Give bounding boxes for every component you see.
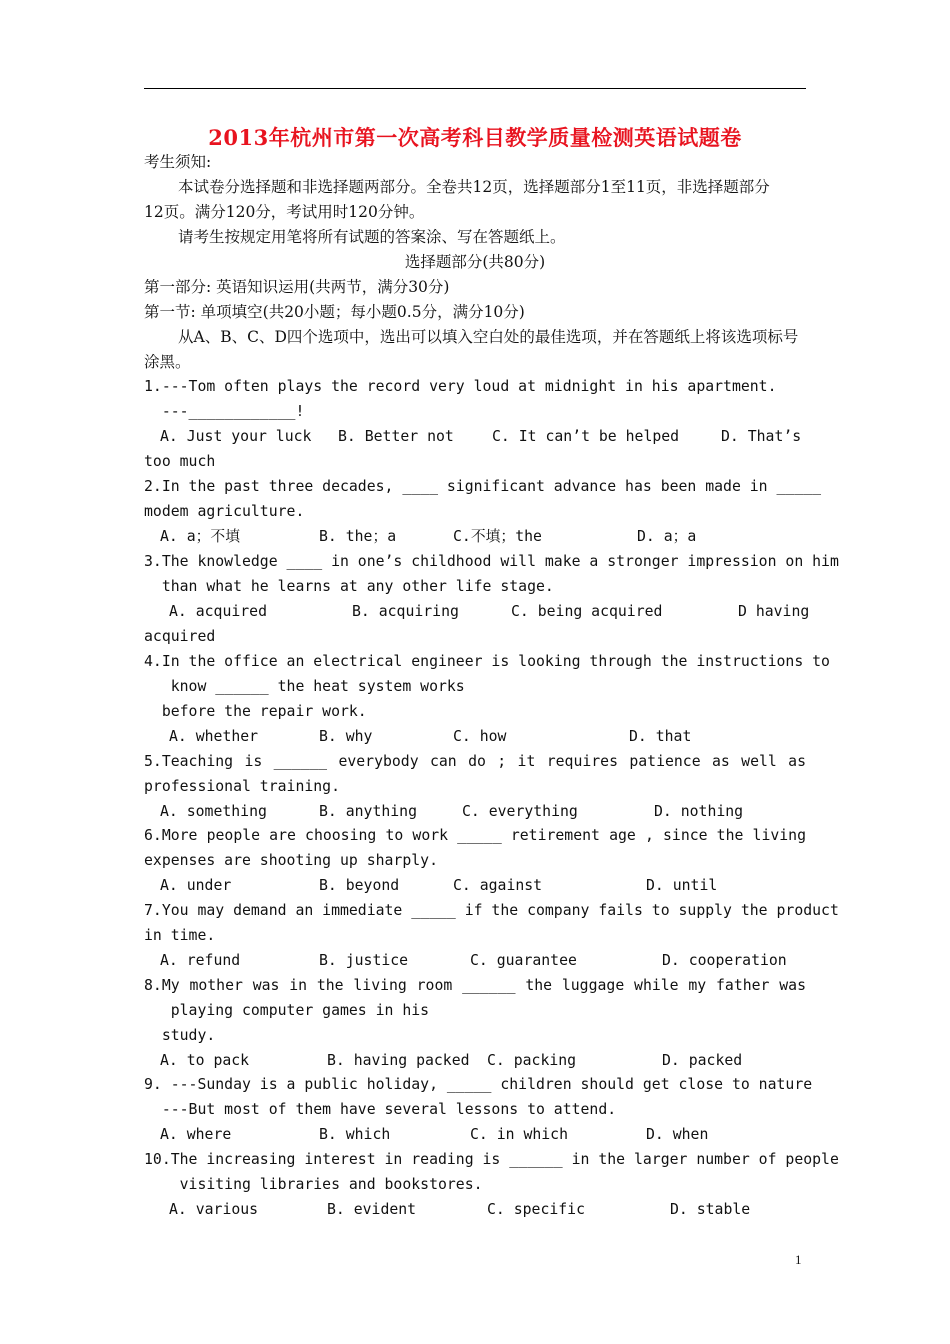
page-number: 1 (795, 1252, 802, 1267)
q9-option-a: A. where (160, 1126, 232, 1143)
q9-option-b: B. which (319, 1126, 391, 1143)
q6-option-a: A. under (160, 877, 232, 894)
q1-option-d: D. That’s (721, 428, 802, 445)
question-7-line-1: 7.You may demand an immediate _____ if the company fails to supply the product (144, 902, 839, 919)
part1-subheading: 第一节: 单项填空(共20小题；每小题0.5分，满分10分) (144, 303, 525, 321)
question-4-line-2: know ______ the heat system works (144, 678, 465, 695)
q3-option-b: B. acquiring (352, 603, 459, 620)
q10-option-a: A. various (169, 1201, 259, 1218)
q5-option-b: B. anything (319, 803, 417, 820)
q3-option-c: C. being acquired (511, 603, 663, 620)
q1-option-d-continued: too much (144, 453, 216, 470)
q2-option-a: A. a；不填 (160, 528, 241, 545)
q8-option-a: A. to pack (160, 1052, 250, 1069)
question-9-line-2: ---But most of them have several lessons to attend. (144, 1101, 617, 1118)
q6-option-d: D. until (646, 877, 718, 894)
q7-option-c: C. guarantee (470, 952, 577, 969)
q3-option-d-continued: acquired (144, 628, 216, 645)
q5-option-a: A. something (160, 803, 267, 820)
question-8-line-3: study. (144, 1027, 216, 1044)
q5-option-c: C. everything (462, 803, 578, 820)
q9-option-d: D. when (646, 1126, 709, 1143)
instruction-line-2: 涂黑。 (144, 353, 191, 371)
question-8-line-2: playing computer games in his (144, 1002, 430, 1019)
question-5-line-1: 5.Teaching is ______ everybody can do ; it requires patience as well as (144, 753, 806, 770)
q7-option-d: D. cooperation (662, 952, 787, 969)
question-6-line-2: expenses are shooting up sharply. (144, 852, 438, 869)
section-heading: 选择题部分(共80分) (404, 253, 546, 271)
q8-option-c: C. packing (487, 1052, 577, 1069)
q6-option-b: B. beyond (319, 877, 400, 894)
q9-option-c: C. in which (470, 1126, 568, 1143)
q1-option-c: C. It can’t be helped (492, 428, 680, 445)
q8-option-b: B. having packed (327, 1052, 470, 1069)
question-2-line-2: modem agriculture. (144, 503, 305, 520)
question-8-line-1: 8.My mother was in the living room ______ the luggage while my father was (144, 977, 806, 994)
q4-option-b: B. why (319, 728, 373, 745)
q4-option-c: C. how (453, 728, 507, 745)
question-6-line-1: 6.More people are choosing to work _____ retirement age , since the living (144, 827, 806, 844)
question-3-line-1: 3.The knowledge ____ in one’s childhood will make a stronger impression on him (144, 553, 839, 570)
question-1-line-1: 1.---Tom often plays the record very loud at midnight in his apartment. (144, 378, 777, 395)
instruction-line-1: 从A、B、C、D四个选项中，选出可以填入空白处的最佳选项，并在答题纸上将该选项标号 (178, 328, 799, 346)
q10-option-d: D. stable (670, 1201, 751, 1218)
q3-option-a: A. acquired (169, 603, 267, 620)
q8-option-d: D. packed (662, 1052, 743, 1069)
question-4-line-1: 4.In the office an electrical engineer is looking through the instructions to (144, 653, 830, 670)
q7-option-a: A. refund (160, 952, 241, 969)
question-9-line-1: 9. ---Sunday is a public holiday, _____ children should get close to nature (144, 1076, 813, 1093)
header-rule (144, 88, 806, 89)
q2-option-d: D. a；a (637, 528, 697, 545)
notice-line-3: 请考生按规定用笔将所有试题的答案涂、写在答题纸上。 (178, 228, 566, 246)
part1-heading: 第一部分: 英语知识运用(共两节，满分30分) (144, 278, 450, 296)
q4-option-d: D. that (629, 728, 692, 745)
question-10-line-2: visiting libraries and bookstores. (144, 1176, 483, 1193)
q4-option-a: A. whether (169, 728, 259, 745)
q10-option-b: B. evident (327, 1201, 417, 1218)
q2-option-b: B. the；a (319, 528, 397, 545)
notice-line-1: 本试卷分选择题和非选择题两部分。全卷共12页，选择题部分1至11页，非选择题部分 (178, 178, 770, 196)
q1-option-b: B. Better not (338, 428, 454, 445)
question-3-line-2: than what he learns at any other life stage. (144, 578, 554, 595)
q5-option-d: D. nothing (654, 803, 744, 820)
q10-option-c: C. specific (487, 1201, 585, 1218)
q1-option-a: A. Just your luck (160, 428, 312, 445)
question-4-line-3: before the repair work. (144, 703, 367, 720)
q3-option-d: D having (738, 603, 810, 620)
exam-title: 2013年杭州市第一次高考科目教学质量检测英语试题卷 (208, 125, 742, 150)
question-2-line-1: 2.In the past three decades, ____ significant advance has been made in _____ (144, 478, 822, 495)
question-7-line-2: in time. (144, 927, 216, 944)
question-10-line-1: 10.The increasing interest in reading is ______ in the larger number of people (144, 1151, 839, 1168)
q7-option-b: B. justice (319, 952, 409, 969)
notice-line-2: 12页。满分120分，考试用时120分钟。 (144, 203, 425, 221)
question-1-line-2: ---____________! (144, 403, 305, 420)
notice-heading: 考生须知: (144, 153, 212, 171)
q2-option-c: C.不填；the (453, 528, 542, 545)
q6-option-c: C. against (453, 877, 543, 894)
question-5-line-2: professional training. (144, 778, 340, 795)
